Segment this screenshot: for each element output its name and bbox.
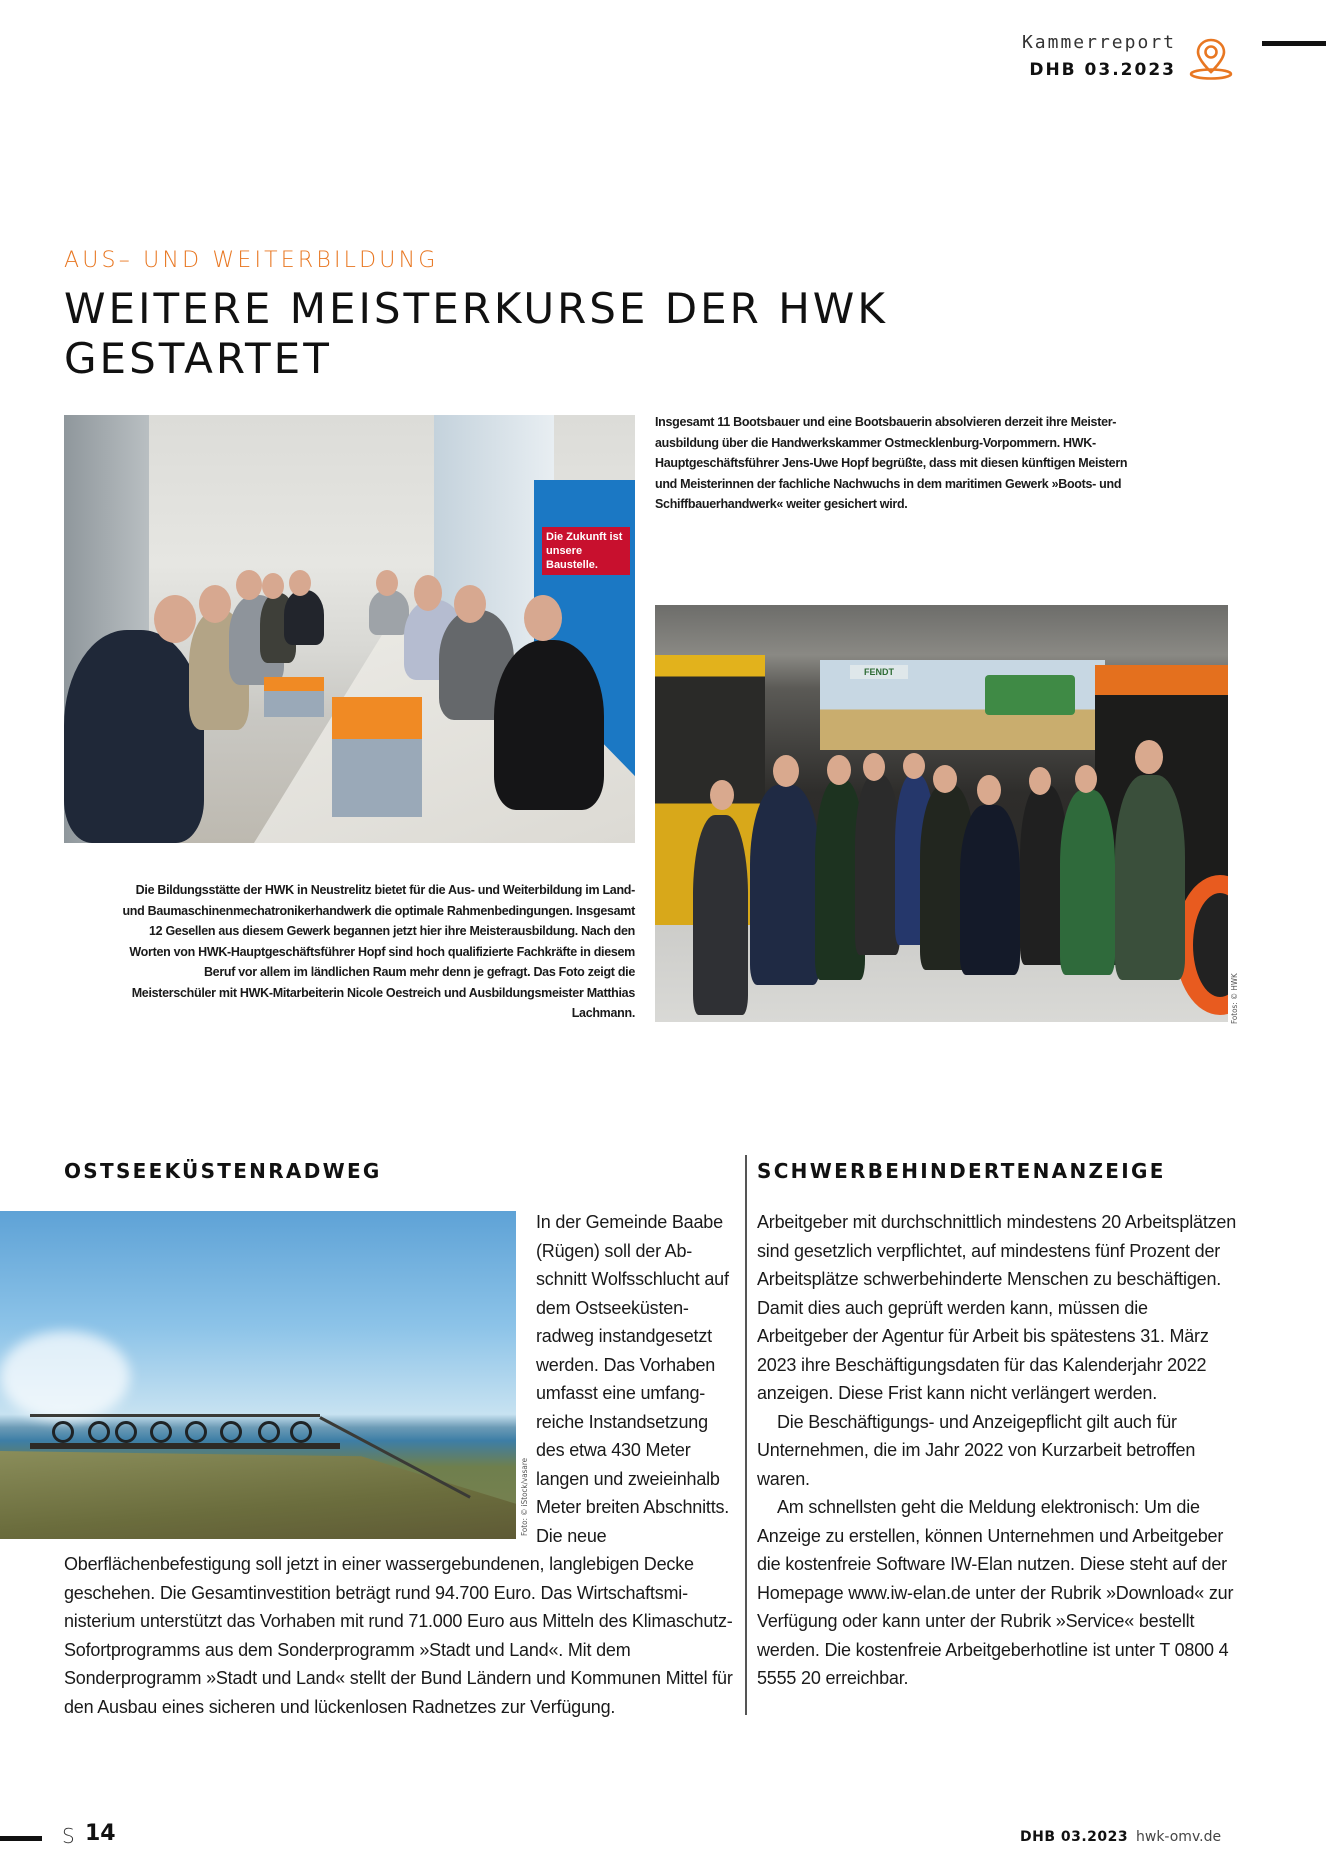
photo-banner-text: Die Zukunft ist unsere Baustelle. — [542, 527, 630, 575]
photo-person-head — [154, 595, 196, 643]
header-rule — [1262, 41, 1326, 46]
photo-person — [494, 640, 604, 810]
photo-bicycle-wheel — [52, 1421, 74, 1443]
photo-person-head — [376, 570, 398, 596]
photo-book — [264, 677, 324, 717]
photo-combine — [985, 675, 1075, 715]
footer-rule — [0, 1836, 42, 1841]
photo-credit: Foto: © iStock/vasare — [520, 1457, 529, 1536]
photo-person — [1115, 775, 1185, 980]
photo-person — [960, 805, 1020, 975]
section-title-schwerbehinderten: SCHWERBEHINDERTENANZEIGE — [757, 1159, 1166, 1183]
photo-person-head — [236, 570, 262, 600]
header-issue: DHB 03.2023 — [1029, 60, 1176, 80]
photo-brand-sign: FENDT — [850, 665, 908, 679]
radweg-text-full: Oberflächenbefestigung soll jetzt in einer wassergebundenen, langlebigen Decke geschehen. Die Gesamtinvestition beträgt rund 94.700 Euro. Das Wirtschaftsministerium unterstützt das Vorhaben mit rund 71.000 Euro aus Mitteln des Klimaschutz-Sofortprogramms aus dem Sonderprogramm »Stadt und Land«. Mit dem Sonderprogramm »Stadt und Land« stellt der Bund Ländern und Kommunen Mittel für den Ausbau eines sicheren und lückenlosen Radnetzes zur Verfügung. — [64, 1554, 733, 1717]
column-divider — [745, 1155, 747, 1715]
photo-cloud — [0, 1331, 130, 1421]
photo-person — [64, 630, 204, 843]
radweg-text-narrow: In der Gemeinde Baabe (Rügen) soll der Abschnitt Wolfsschlucht auf dem Ostseeküstenradweg instandgesetzt werden. Das Vorhaben umfasst eine umfangreiche Instandsetzung des etwa 430 Meter langen und zweieinhalb Meter breiten Abschnitts. Die neue — [536, 1212, 730, 1546]
photo-person-head — [773, 755, 799, 787]
photo-book — [332, 697, 422, 817]
beach-bikes-photo — [0, 1211, 516, 1539]
photo-person-head — [933, 765, 957, 793]
photo-boardwalk — [30, 1443, 340, 1449]
photo-bicycle-wheel — [220, 1421, 242, 1443]
photo-bicycle-wheel — [185, 1421, 207, 1443]
paragraph: Arbeitgeber mit durchschnittlich mindestens 20 Arbeitsplätzen sind gesetzlich verpflichtet, auf mindestens fünf Prozent der Arbeitsplätze schwerbehinderte Menschen zu beschäftigen. Damit dies auch geprüft werden kann, müssen die Arbeitgeber der Agentur für Arbeit bis spätestens 31. März 2023 ihre Beschäftigungsdaten für das Kalenderjahr 2022 anzeigen. Diese Frist kann nicht verlängert werden. — [757, 1212, 1237, 1403]
photo-person-head — [1075, 765, 1097, 793]
photo-person-head — [863, 753, 885, 781]
photo-person-head — [1029, 767, 1051, 795]
article-headline: WEITERE MEISTERKURSE DER HWK GESTARTET — [64, 284, 888, 383]
photo-person-head — [262, 573, 284, 599]
footer-website-link[interactable]: hwk-omv.de — [1136, 1829, 1222, 1845]
photo-bicycle-wheel — [290, 1421, 312, 1443]
photo-bicycle-wheel — [88, 1421, 110, 1443]
photo-person — [693, 815, 748, 1015]
photo-person-head — [827, 755, 851, 785]
photo-bicycle-wheel — [258, 1421, 280, 1443]
photo-person-head — [524, 595, 562, 641]
photo-railing — [30, 1414, 320, 1417]
section-kicker: AUS– UND WEITERBILDUNG — [64, 248, 439, 273]
photo-person — [369, 590, 409, 635]
paragraph: Die Beschäftigungs- und Anzeigepflicht gilt auch für Unternehmen, die im Jahr 2022 von Kurzarbeit betroffen waren. — [757, 1411, 1196, 1489]
photo-person — [284, 590, 324, 645]
photo-person — [1060, 790, 1115, 975]
photo-person-head — [414, 575, 442, 611]
photo-dune — [0, 1451, 516, 1539]
photo-person-head — [977, 775, 1001, 805]
tractor-group-photo — [655, 605, 1228, 1022]
photo-bicycle-wheel — [115, 1421, 137, 1443]
photo-person-head — [710, 780, 734, 810]
photo-person — [750, 785, 820, 985]
section-title-radweg: OSTSEEKÜSTENRADWEG — [64, 1159, 382, 1183]
photo-credit: Fotos: © HWK — [1230, 973, 1239, 1024]
photo-person — [855, 775, 900, 955]
photo-person-head — [199, 585, 231, 623]
paragraph: Am schnellsten geht die Meldung elektronisch: Um die Anzeige zu erstellen, können Unternehmen und Arbeitgeber die kostenfreie Software IW-Elan nutzen. Diese steht auf der Homepage www.iw-elan.de unter der Rubrik »Download« zur Verfügung oder kann unter der Rubrik »Service« bestellt werden. Die kostenfreie Arbeitgeberhotline ist unter T 0800 4 5555 20 erreichbar. — [757, 1497, 1234, 1688]
page-prefix: S — [62, 1824, 75, 1848]
photo-bicycle-wheel — [150, 1421, 172, 1443]
photo-person-head — [454, 585, 486, 623]
photo-person-head — [1135, 740, 1163, 774]
photo-person-head — [289, 570, 311, 596]
schwerbehinderten-text — [757, 1208, 1237, 1693]
map-pin-icon — [1188, 36, 1234, 82]
caption-boatbuilders: Insgesamt 11 Bootsbauer und eine Bootsbauerin absolvieren derzeit ihre Meisterausbildung über die Handwerkskammer Ostmecklenburg-Vorpommern. HWK-Hauptgeschäftsführer Jens-Uwe Hopf begrüßte, dass mit diesen künftigen Meistern und Meisterinnen der fachliche Nachwuchs in dem maritimen Gewerk »Boots- und Schiffbauerhandwerk« weiter gesichert wird. — [655, 415, 1128, 511]
footer-issue: DHB 03.2023 — [1020, 1829, 1129, 1845]
classroom-photo — [64, 415, 635, 843]
caption-mechatronics: Die Bildungsstätte der HWK in Neustrelitz bietet für die Aus- und Weiterbildung im Land- und Baumaschinenmechatronikerhandwerk die optimale Rahmenbedingungen. Insgesamt 12 Gesellen aus diesem Gewerk begannen jetzt hier ihre Meisterausbildung. Nach den Worten von HWK-Hauptgeschäftsführer Hopf sind hoch qualifizierte Fachkräfte in diesem Beruf vor allem im ländlichen Raum mehr denn je gefragt. Das Foto zeigt die Meisterschüler mit HWK-Mitarbeiterin Nicole Oestreich und Ausbildungsmeister Matthias Lachmann. — [122, 883, 635, 1020]
page-number: 14 — [85, 1821, 116, 1846]
header-kicker: Kammerreport — [1021, 32, 1176, 53]
photo-person-head — [903, 753, 925, 779]
